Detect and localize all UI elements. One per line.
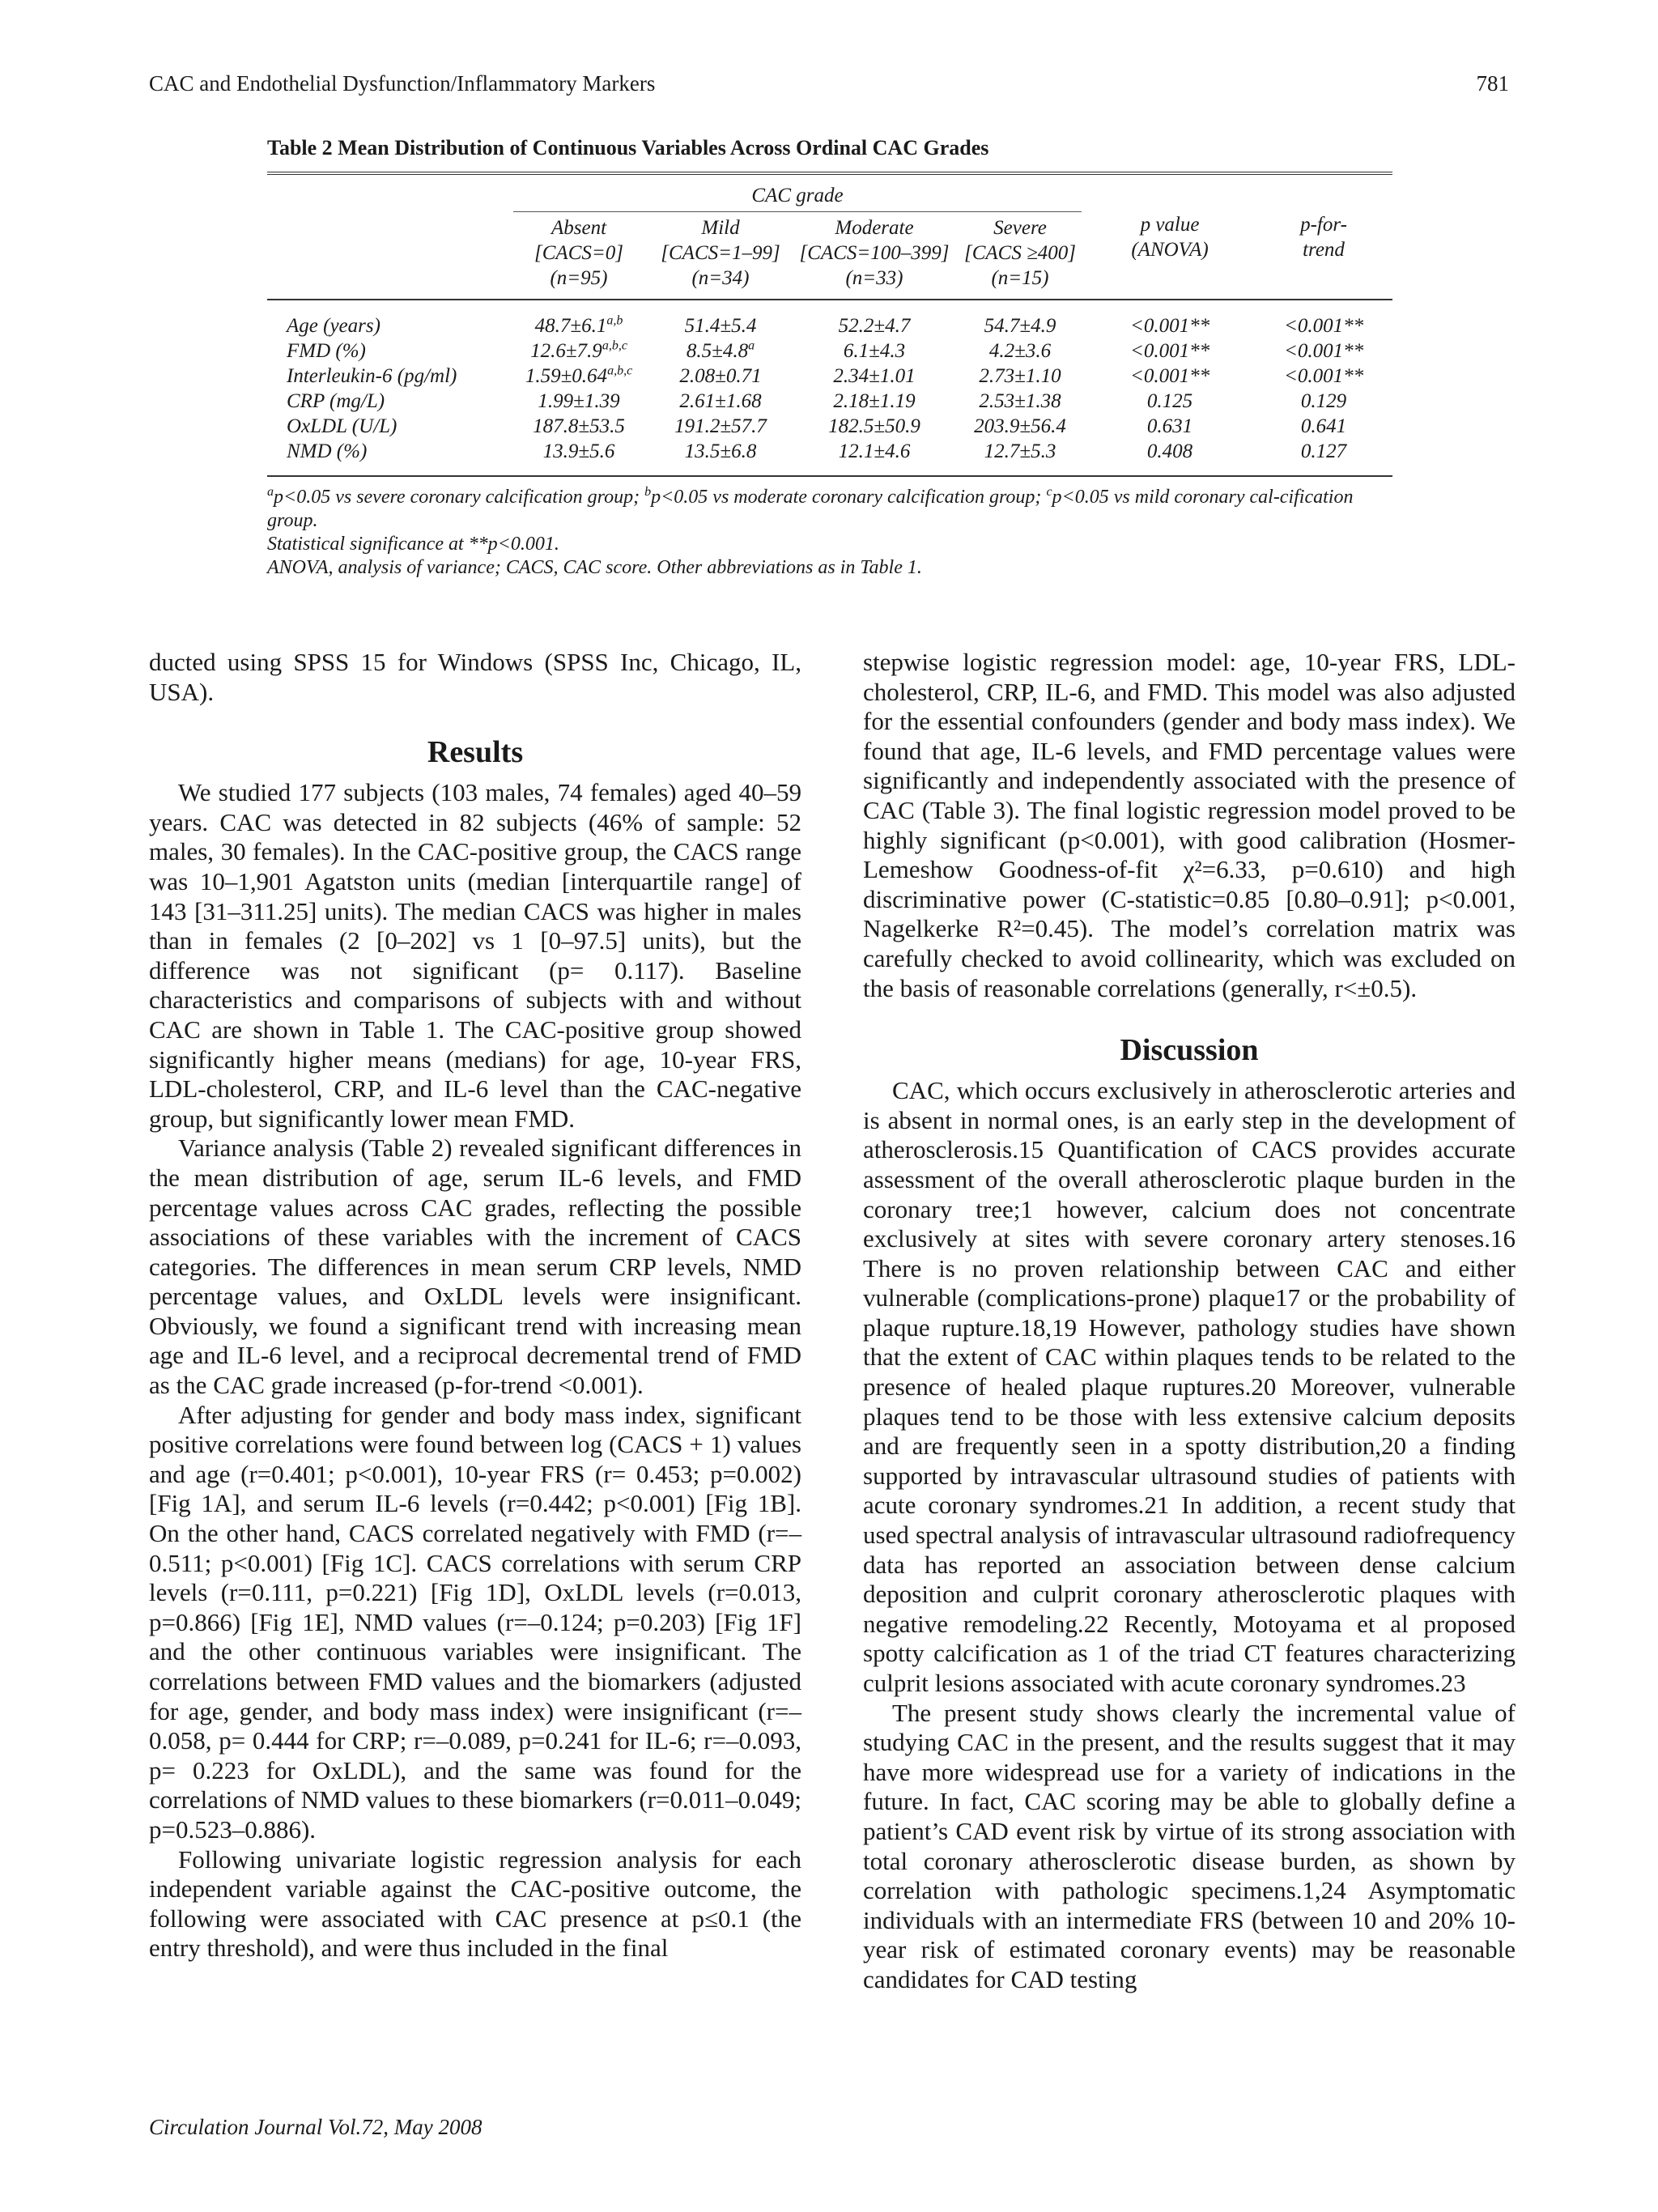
cell-severe: 203.9±56.4	[974, 415, 1066, 437]
column-header-line: [CACS=1–99]	[661, 242, 780, 264]
cell-absent: 1.99±1.39	[538, 390, 620, 412]
pvalue-header-2: (ANOVA)	[1131, 239, 1209, 261]
stats-table	[267, 175, 1392, 475]
cell-severe: 12.7±5.3	[984, 440, 1056, 462]
cell-pvalue: 0.408	[1146, 440, 1193, 462]
ptrend-header-1: p-for-	[1300, 214, 1347, 236]
table-row	[267, 414, 1392, 439]
column-header-absent	[510, 215, 648, 299]
column-header-line: Severe	[993, 217, 1047, 239]
results-paragraph-2: Variance analysis (Table 2) revealed significant differences in the mean distribution of age, serum IL-6 levels, and FMD percentage values across CAC grades, reflecting the possible associations of these variables with the increment of CACS categories. The differences in mean serum CRP levels, NMD percentage values, and OxLDL levels were insignificant. Obviously, we found a significant trend with increasing mean age and IL-6 level, and a reciprocal decremental trend of FMD as the CAC grade increased (p-for-trend <0.001).	[149, 1134, 801, 1400]
page-number: 781	[1476, 71, 1509, 96]
cell-moderate: 182.5±50.9	[828, 415, 920, 437]
cell-mild: 51.4±5.4	[684, 315, 757, 337]
column-header-moderate	[793, 215, 955, 299]
column-header-line: Mild	[701, 217, 740, 239]
running-title: CAC and Endothelial Dysfunction/Inflammatory Markers	[149, 71, 656, 96]
discussion-paragraph-1: CAC, which occurs exclusively in atherosclerotic arteries and is absent in normal ones, is an early step in the development of atherosclerosis.15 Quantification of CACS provides accurate assessment of the overall atherosclerotic plaque burden in the coronary tree;1 however, calcium does not concentrate exclusively at sites with severe coronary artery stenoses.16 There is no proven relationship between CAC and either vulnerable (complications-prone) plaque17 or the probability of plaque rupture.18,19 However, pathology studies have shown that the extent of CAC within plaques tends to be related to the presence of healed plaque ruptures.20 Moreover, vulnerable plaques tend to be those with less extensive calcium deposits and are frequently seen in a spotty distribution,20 a finding supported by intravascular ultrasound studies of patients with acute coronary syndromes.21 In addition, a recent study that used spectral analysis of intravascular ultrasound radiofrequency data has reported an association between dense calcium deposition and culprit coronary atherosclerotic plaques with negative remodeling.22 Recently, Motoyama et al proposed spotty calcification as 1 of the triad CT features characterizing culprit lesions associated with acute coronary syndromes.23	[863, 1076, 1516, 1697]
cell-moderate: 2.34±1.01	[833, 365, 916, 387]
column-header-line: (n=34)	[691, 267, 750, 289]
row-label: CRP (mg/L)	[287, 390, 385, 412]
row-label: NMD (%)	[287, 440, 368, 462]
row-label: Age (years)	[287, 315, 380, 337]
cell-mild: 2.61±1.68	[679, 390, 762, 412]
cell-severe: 2.73±1.10	[979, 365, 1061, 387]
table-bottom-rule	[267, 475, 1392, 477]
group-header-cac-grade: CAC grade	[513, 183, 1082, 212]
table-2	[267, 172, 1392, 477]
results-continuation: stepwise logistic regression model: age, 10-year FRS, LDL-cholesterol, CRP, IL-6, and FMD. This model was also adjusted for the essential confounders (gender and body mass index). We found that age, IL-6 levels, and FMD percentage values were significantly and independently associated with the presence of CAC (Table 3). The final logistic regression model proved to be highly significant (p<0.001), with good calibration (Hosmer-Lemeshow Goodness-of-fit χ²=6.33, p=0.610) and high discriminative power (C-statistic=0.85 [0.80–0.91]; p<0.001, Nagelkerke R²=0.45). The model’s correlation matrix was carefully checked to avoid collinearity, which was excluded on the basis of reasonable correlations (generally, r<±0.5).	[863, 648, 1516, 1002]
cell-moderate: 2.18±1.19	[833, 390, 916, 412]
cell-severe: 4.2±3.6	[988, 340, 1052, 362]
row-label: FMD (%)	[287, 340, 366, 362]
column-header-line: [CACS ≥400]	[963, 242, 1077, 264]
cell-absent: $48.7\pm 6.1^{a,b}$	[534, 313, 623, 337]
pvalue-header-1: p value	[1140, 214, 1200, 236]
column-header-mild	[648, 215, 793, 299]
cell-pvalue: 0.631	[1146, 415, 1193, 437]
column-header-line: Absent	[551, 217, 607, 239]
cell-absent: 187.8±53.5	[533, 415, 625, 437]
cell-pvalue: <0.001**	[1129, 340, 1210, 362]
ptrend-header-2: trend	[1303, 239, 1345, 261]
cell-mild: 13.5±6.8	[684, 440, 757, 462]
cell-moderate: 6.1±4.3	[843, 340, 906, 362]
results-heading: Results	[427, 735, 524, 770]
cell-ptrend: <0.001**	[1283, 340, 1364, 362]
cell-moderate: 12.1±4.6	[838, 440, 911, 462]
cell-absent: $1.59\pm 0.64^{a,b,c}$	[525, 364, 633, 387]
table-caption: Table 2 Mean Distribution of Continuous Variables Across Ordinal CAC Grades	[267, 136, 989, 160]
row-label: Interleukin-6 (pg/ml)	[287, 365, 457, 387]
table-row	[267, 364, 1392, 389]
cell-absent: $12.6\pm 7.9^{a,b,c}$	[530, 338, 627, 362]
column-header-line: (n=15)	[991, 267, 1049, 289]
cell-ptrend: <0.001**	[1283, 315, 1364, 337]
running-head	[149, 71, 1509, 96]
column-header-severe	[955, 215, 1085, 299]
methods-continuation: ducted using SPSS 15 for Windows (SPSS Inc, Chicago, IL, USA).	[149, 648, 801, 706]
column-header-line: [CACS=0]	[534, 242, 623, 264]
cell-ptrend: 0.129	[1300, 390, 1347, 412]
column-header-line: (n=95)	[550, 267, 608, 289]
cell-mild: 2.08±0.71	[679, 365, 762, 387]
cell-severe: 2.53±1.38	[979, 390, 1061, 412]
cell-pvalue: <0.001**	[1129, 315, 1210, 337]
cell-ptrend: 0.641	[1300, 415, 1347, 437]
left-column	[149, 648, 801, 1963]
results-paragraph-1: We studied 177 subjects (103 males, 74 females) aged 40–59 years. CAC was detected in 82 subjects (46% of sample: 52 males, 30 females). In the CAC-positive group, the CACS range was 10–1,901 Agatston units (median [interquartile range] of 143 [31–311.25] units). The median CACS was higher in males than in females (2 [0–202] vs 1 [0–97.5] units), but the difference was not significant (p= 0.117). Baseline characteristics and comparisons of subjects with and without CAC are shown in Table 1. The CAC-positive group showed significantly higher means (medians) for age, 10-year FRS, LDL-cholesterol, CRP, and IL-6 level than the CAC-negative group, but significantly lower mean FMD.	[149, 778, 801, 1133]
table-row	[267, 389, 1392, 414]
table-row	[267, 300, 1392, 338]
row-label: OxLDL (U/L)	[287, 415, 397, 437]
discussion-heading: Discussion	[1120, 1033, 1259, 1068]
results-paragraph-3: After adjusting for gender and body mass index, significant positive correlations were found between log (CACS + 1) values and age (r=0.401; p<0.001), 10-year FRS (r= 0.453; p=0.002) [Fig 1A], and serum IL-6 levels (r=0.442; p<0.001) [Fig 1B]. On the other hand, CACS correlated negatively with FMD (r=–0.511; p<0.001) [Fig 1C]. CACS correlations with serum CRP levels (r=0.111, p=0.221) [Fig 1D], OxLDL levels (r=0.013, p=0.866) [Fig 1E], NMD values (r=–0.124; p=0.203) [Fig 1F] and the other continuous variables were insignificant. The correlations between FMD values and the biomarkers (adjusted for age, gender, and body mass index) were insignificant (r=–0.058, p= 0.444 for CRP; r=–0.089, p=0.241 for IL-6; r=–0.093, p= 0.223 for OxLDL), and the same was found for the correlations of NMD values to these biomarkers (r=0.011–0.049; p=0.523–0.886).	[149, 1400, 801, 1844]
cell-severe: 54.7±4.9	[984, 315, 1056, 337]
cell-mild: 8.5±4.8$^a$	[686, 338, 755, 362]
table-group-header-row	[267, 175, 1392, 215]
results-paragraph-4: Following univariate logistic regression analysis for each independent variable against the CAC-positive outcome, the following were associated with CAC presence at p≤0.1 (the entry threshold), and were thus included in the final	[149, 1844, 801, 1963]
column-header-line: Moderate	[835, 217, 914, 239]
footnote-abbreviations: ANOVA, analysis of variance; CACS, CAC score. Other abbreviations as in Table 1.	[267, 557, 922, 578]
cell-moderate: 52.2±4.7	[838, 315, 911, 337]
cell-absent: 13.9±5.6	[542, 440, 615, 462]
table-row	[267, 338, 1392, 364]
cell-ptrend: 0.127	[1300, 440, 1347, 462]
footnote-significance-letters: $^a$p<0.05 vs severe coronary calcification group; $^b$p<0.05 vs moderate coronary calcification group; $^c$p<0.05 vs mild coronary cal-cification group.	[267, 485, 1354, 531]
table-footnotes	[267, 486, 1401, 580]
cell-pvalue: 0.125	[1146, 390, 1193, 412]
discussion-paragraph-2: The present study shows clearly the incremental value of studying CAC in the present, and the results suggest that it may have more widespread use for a variety of indications in the future. In fact, CAC scoring may be able to globally define a patient’s CAD event risk by virtue of its strong association with total coronary atherosclerotic disease burden, as shown by correlation with pathologic specimens.1,24 Asymptomatic individuals with an intermediate FRS (between 10 and 20% 10-year risk of estimated coronary events) may be reasonable candidates for CAD testing	[863, 1698, 1516, 1993]
cell-pvalue: <0.001**	[1129, 365, 1210, 387]
column-header-line: (n=33)	[845, 267, 903, 289]
column-header-line: [CACS=100–399]	[799, 242, 950, 264]
table-row	[267, 439, 1392, 475]
cell-mild: 191.2±57.7	[674, 415, 767, 437]
cell-ptrend: <0.001**	[1283, 365, 1364, 387]
right-column	[863, 648, 1516, 1995]
journal-footer: Circulation Journal Vol.72, May 2008	[149, 2115, 483, 2139]
footnote-significance: Statistical significance at **p<0.001.	[267, 534, 559, 555]
